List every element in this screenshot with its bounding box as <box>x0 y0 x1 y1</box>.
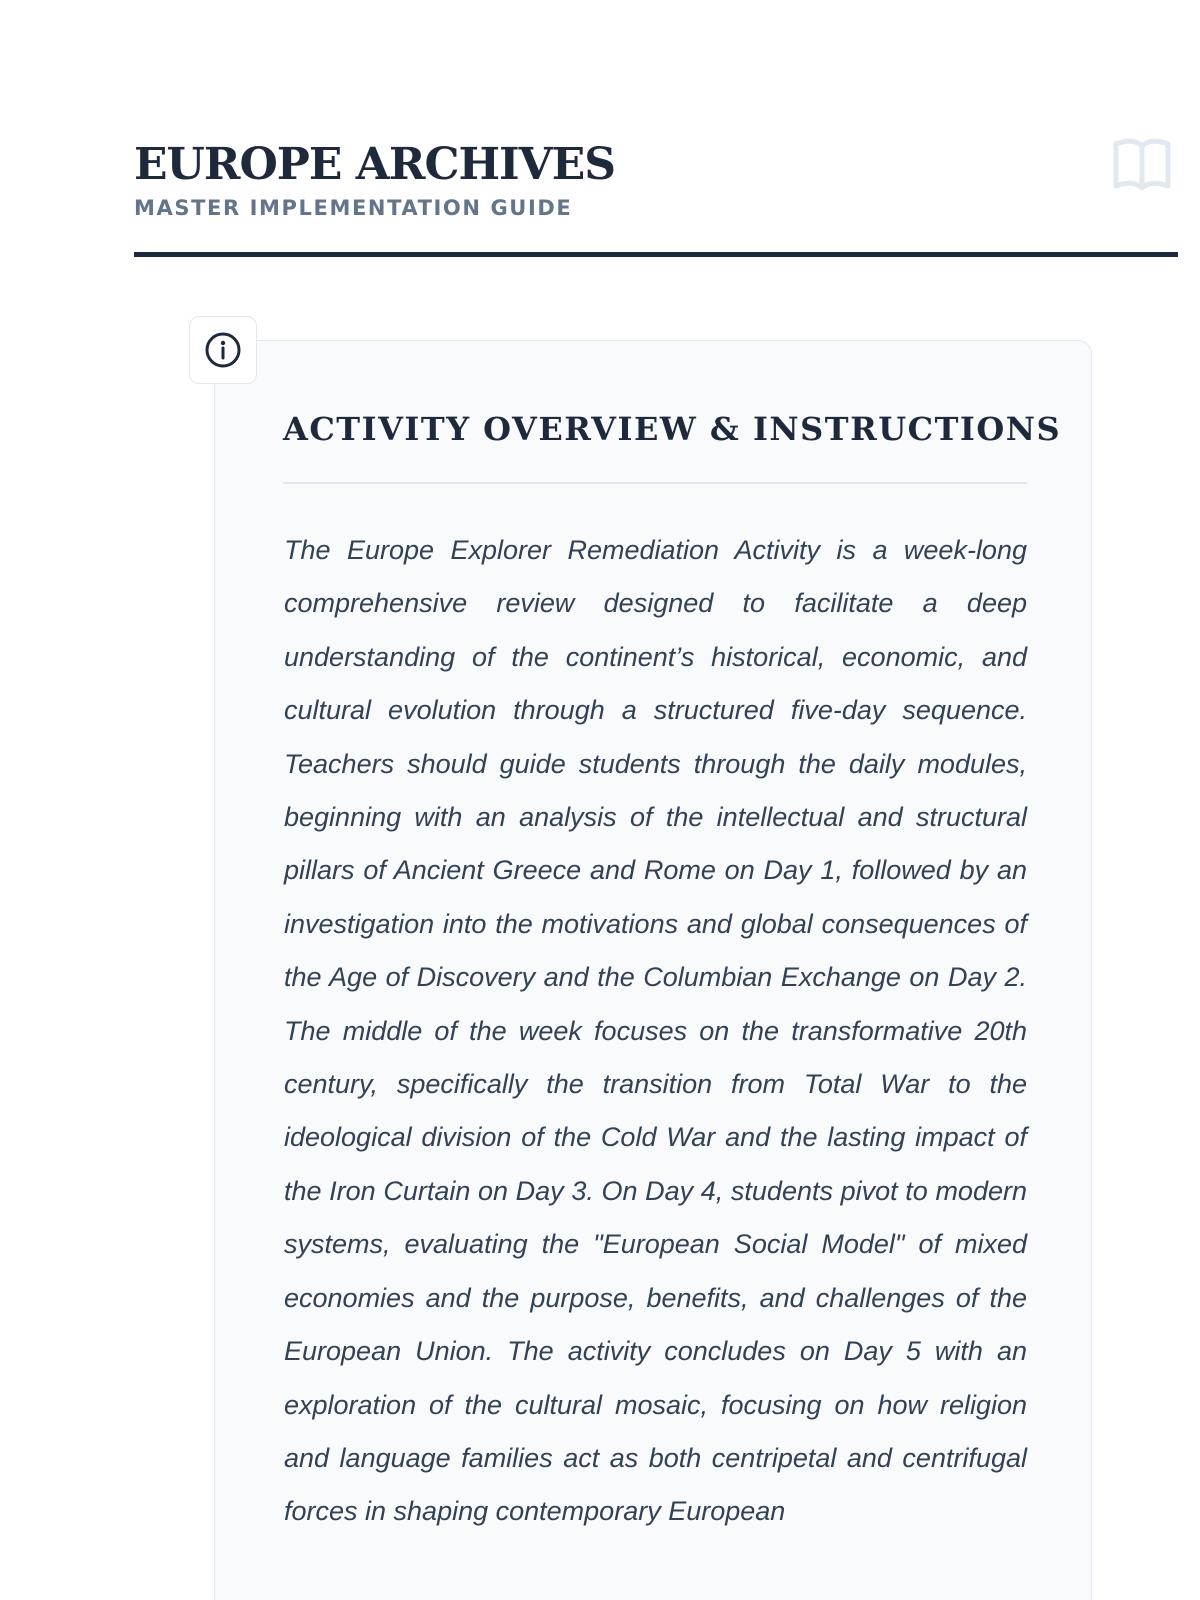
card-heading: ACTIVITY OVERVIEW & INSTRUCTIONS <box>283 410 1062 448</box>
document-title: EUROPE ARCHIVES <box>134 139 616 190</box>
info-icon <box>204 331 242 369</box>
book-open-icon <box>1110 136 1174 196</box>
document-subtitle: MASTER IMPLEMENTATION GUIDE <box>134 196 573 220</box>
info-badge <box>189 316 257 384</box>
header-divider <box>134 252 1178 257</box>
card-body-text: The Europe Explorer Remediation Activity is a week-long comprehensive review designed to facilitate a deep understanding of the continent’s historical, economic, and cultural evolution through a structured five-day sequence. Teachers should guide students through the daily modules, beginning with an analysis of the intellectual and structural pillars of Ancient Greece and Rome on Day 1, followed by an investigation into the motivations and global consequences of the Age of Discovery and the Columbian Exchange on Day 2. The middle of the week focuses on the transformative 20th century, specifically the transition from Total War to the ideological division of the Cold War and the lasting impact of the Iron Curtain on Day 3. On Day 4, students pivot to modern systems, evaluating the "European Social Model" of mixed economies and the purpose, benefits, and challenges of the European Union. The activity concludes on Day 5 with an exploration of the cultural mosaic, focusing on how religion and language families act as both centripetal and centrifugal forces in shaping contemporary European <box>284 535 1027 1527</box>
card-divider <box>283 482 1027 484</box>
document-header <box>134 138 1174 220</box>
